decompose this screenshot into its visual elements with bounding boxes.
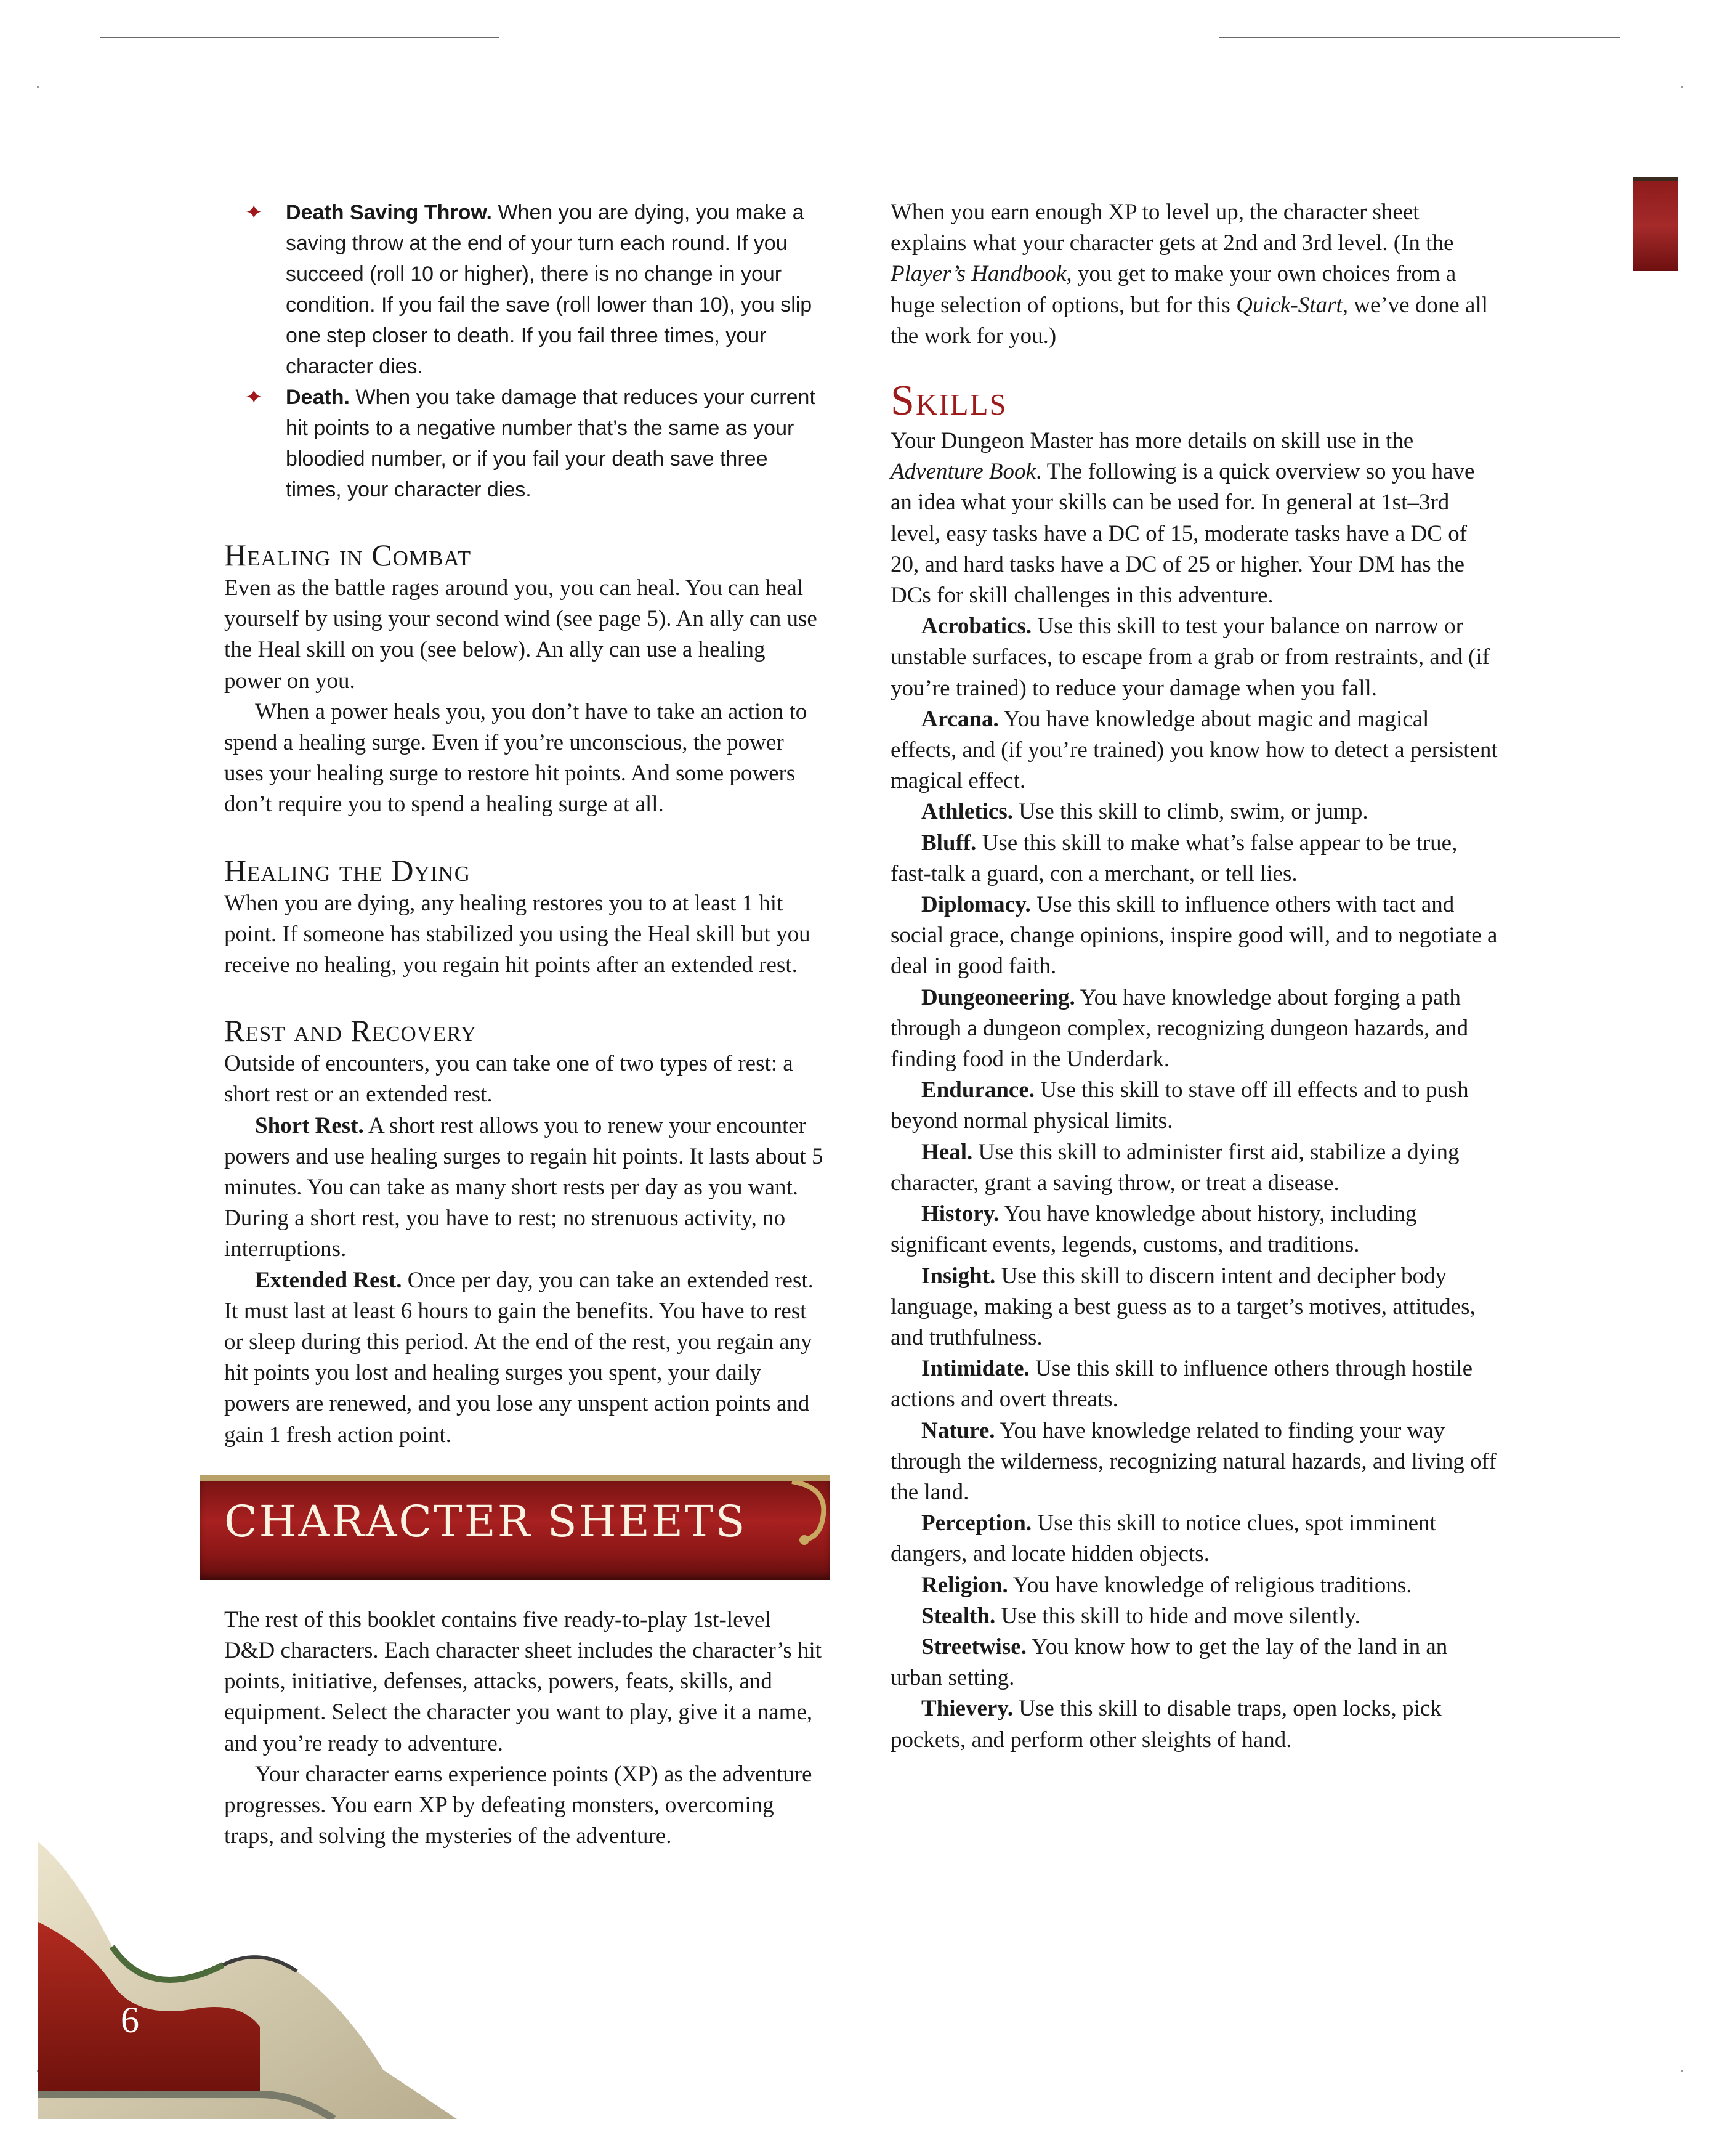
skill-term: Endurance. xyxy=(921,1077,1035,1103)
book-title: Adventure Book xyxy=(891,459,1036,485)
skill-text: Use this skill to disable traps, open locks, pick pockets, and perform other sleights of hand. xyxy=(891,1696,1442,1753)
text: When you earn enough XP to level up, the character sheet explains what your character gets at 2nd and 3rd level. (In the xyxy=(891,200,1454,256)
text: Once per day, you can take an extended rest. It must last at least 6 hours to gain the benefits. You have to rest or sleep during this period. At the end of the rest, you regain any hit points you lost and healing surges you spent, your daily powers are renewed, and you lose any unspent action points and gain 1 fresh action point. xyxy=(224,1267,814,1448)
crop-mark xyxy=(1681,2070,1683,2072)
skill-text: You have knowledge of religious traditions. xyxy=(1008,1572,1412,1598)
character-sheets-banner xyxy=(200,1475,830,1580)
skill-entry xyxy=(891,1632,1500,1693)
skill-text: Use this skill to climb, swim, or jump. xyxy=(1013,799,1368,825)
skill-text: Use this skill to administer first aid, stabilize a dying character, grant a saving throw, or treat a disease. xyxy=(891,1139,1460,1196)
skill-entry xyxy=(891,611,1500,704)
skill-term: Stealth. xyxy=(921,1603,996,1629)
skill-term: Heal. xyxy=(921,1139,973,1165)
skill-term: Insight. xyxy=(921,1263,996,1289)
skill-entry xyxy=(891,890,1500,983)
right-column xyxy=(891,197,1500,1756)
skill-text: You have knowledge related to finding your way through the wilderness, recognizing natural hazards, and living off the land. xyxy=(891,1417,1497,1505)
text: . The following is a quick overview so you have an idea what your skills can be used for. In general at 1st–3rd level, easy tasks have a DC of 15, moderate tasks have a DC of 20, and hard tasks have a DC of 25 or higher. Your DM has the DCs for skill challenges in this adventure. xyxy=(891,459,1475,609)
skill-entry xyxy=(891,704,1500,797)
skill-text: Use this skill to test your balance on narrow or unstable surfaces, to escape from a grab or from restraints, and (if you’re trained) to reduce your damage when you fall. xyxy=(891,614,1490,701)
bullet-term: Death Saving Throw. xyxy=(286,201,493,224)
paragraph: The rest of this booklet contains five ready-to-play 1st-level D&D characters. Each character sheet includes the character’s hit points, initiative, defenses, attacks, powers, feats, skills, and equipment. Select the character you want to play, give it a name, and you’re ready to adventure. xyxy=(224,1607,822,1756)
skill-entry xyxy=(891,1137,1500,1199)
bullet-star-icon: ✦ xyxy=(245,386,263,409)
paragraph: When a power heals you, you don’t have to take an action to spend a healing surge. Even if you’re unconscious, the power uses your healing surge to restore hit points. And some powers don’t require you to spend a healing surge at all. xyxy=(224,699,807,817)
heading-healing-the-dying: Healing the Dying xyxy=(224,853,471,888)
skill-term: History. xyxy=(921,1201,1000,1227)
paragraph: When you are dying, any healing restores you to at least 1 hit point. If someone has stabilized you using the Heal skill but you receive no healing, you regain hit points after an extended rest. xyxy=(224,890,810,978)
skill-entry xyxy=(891,1261,1500,1354)
skill-entry xyxy=(891,1508,1500,1570)
bullet-death-saving-throw xyxy=(224,197,825,382)
skill-entry xyxy=(891,1416,1500,1509)
heading-skills: Skills xyxy=(891,377,1008,425)
heading-healing-in-combat: Healing in Combat xyxy=(224,538,472,572)
skill-entry xyxy=(891,828,1500,890)
paragraph-extended-rest xyxy=(224,1265,825,1451)
book-title: Quick-Start xyxy=(1236,292,1343,318)
bullet-text: When you take damage that reduces your current hit points to a negative number that’s the same as your bloodied number, or if you fail your death save three times, your character dies. xyxy=(286,386,815,501)
skill-term: Athletics. xyxy=(921,799,1013,825)
skill-text: Use this skill to make what’s false appear to be true, fast-talk a guard, con a merchant, or tell lies. xyxy=(891,830,1458,886)
bullet-term: Death. xyxy=(286,386,350,409)
skill-text: Use this skill to influence others with tact and social grace, change opinions, inspire good will, and to negotiate a deal in good faith. xyxy=(891,892,1498,979)
skill-term: Intimidate. xyxy=(921,1356,1030,1382)
skill-text: Use this skill to stave off ill effects and to push beyond normal physical limits. xyxy=(891,1077,1469,1134)
skills-intro xyxy=(891,426,1500,611)
skill-term: Nature. xyxy=(921,1417,995,1443)
skill-term: Perception. xyxy=(921,1510,1032,1536)
skill-text: Use this skill to influence others through hostile actions and overt threats. xyxy=(891,1356,1473,1412)
skill-term: Dungeoneering. xyxy=(921,984,1075,1010)
skill-text: Use this skill to hide and move silently. xyxy=(995,1603,1360,1629)
paragraph: Even as the battle rages around you, you can heal. You can heal yourself by using your second wind (see page 5). An ally can use the Heal skill on you (see below). An ally can use a healing power on you. xyxy=(224,575,817,694)
left-column xyxy=(224,197,825,1852)
skills-list xyxy=(891,611,1500,1756)
skill-term: Streetwise. xyxy=(921,1634,1027,1660)
intro-paragraph xyxy=(891,197,1500,352)
paragraph: Your character earns experience points (XP) as the adventure progresses. You earn XP by defeating monsters, overcoming traps, and solving the mysteries of the adventure. xyxy=(224,1761,812,1849)
skill-text: Use this skill to notice clues, spot imminent dangers, and locate hidden objects. xyxy=(891,1510,1436,1567)
skill-text: You have knowledge about magic and magical effects, and (if you’re trained) you know how to detect a persistent magical effect. xyxy=(891,706,1498,794)
paragraph-short-rest xyxy=(224,1111,825,1265)
text: A short rest allows you to renew your encounter powers and use healing surges to regain hit points. It lasts about 5 minutes. You can take as many short rests per day as you want. During a short rest, you have to rest; no strenuous activity, no interruptions. xyxy=(224,1112,823,1262)
skill-entry xyxy=(891,1353,1500,1415)
top-rule-right xyxy=(1219,37,1620,38)
skill-term: Acrobatics. xyxy=(921,614,1032,639)
skill-term: Arcana. xyxy=(921,706,999,732)
skill-term: Religion. xyxy=(921,1572,1008,1598)
skill-entry xyxy=(891,1693,1500,1755)
skill-entry xyxy=(891,1199,1500,1260)
skill-term: Thievery. xyxy=(921,1696,1014,1722)
banner-title: CHARACTER SHEETS xyxy=(224,1496,747,1547)
skill-entry xyxy=(891,1601,1500,1632)
top-rule-left xyxy=(100,37,499,38)
skill-entry xyxy=(891,796,1500,827)
text: Your Dungeon Master has more details on skill use in the xyxy=(891,428,1414,454)
text: , you get to make your own choices from a huge selection of options, but for this xyxy=(891,261,1456,318)
book-title: Player’s Handbook xyxy=(891,261,1067,287)
text: , we’ve done all the work for you.) xyxy=(891,292,1489,349)
term: Extended Rest. xyxy=(255,1267,402,1293)
skill-entry xyxy=(891,983,1500,1076)
skill-term: Diplomacy. xyxy=(921,892,1031,918)
chapter-tab xyxy=(1633,177,1678,271)
scroll-curl-ornament xyxy=(786,1481,835,1555)
skill-term: Bluff. xyxy=(921,830,977,856)
page-corner-ornament xyxy=(38,1823,457,2119)
skill-text: You have knowledge about history, including significant events, legends, customs, and traditions. xyxy=(891,1201,1417,1258)
crop-mark xyxy=(37,86,39,88)
page-number: 6 xyxy=(121,2000,139,2040)
skill-text: Use this skill to discern intent and decipher body language, making a best guess as to a target’s motives, attitudes, and truthfulness. xyxy=(891,1263,1476,1350)
bullet-text: When you are dying, you make a saving throw at the end of your turn each round. If you succeed (roll 10 or higher), there is no change in your condition. If you fail the save (roll lower than 10), you slip one step closer to death. If you fail three times, your character dies. xyxy=(286,201,812,378)
skill-entry xyxy=(891,1075,1500,1137)
skill-text: You know how to get the lay of the land in an urban setting. xyxy=(891,1634,1448,1691)
crop-mark xyxy=(1681,86,1683,88)
bullet-death xyxy=(224,382,825,505)
term: Short Rest. xyxy=(255,1112,364,1138)
paragraph: Outside of encounters, you can take one of two types of rest: a short rest or an extended rest. xyxy=(224,1051,793,1108)
skill-entry xyxy=(891,1570,1500,1601)
bullet-star-icon: ✦ xyxy=(245,201,263,224)
skill-text: You have knowledge about forging a path through a dungeon complex, recognizing dungeon hazards, and finding food in the Underdark. xyxy=(891,984,1469,1072)
heading-rest-and-recovery: Rest and Recovery xyxy=(224,1013,477,1048)
